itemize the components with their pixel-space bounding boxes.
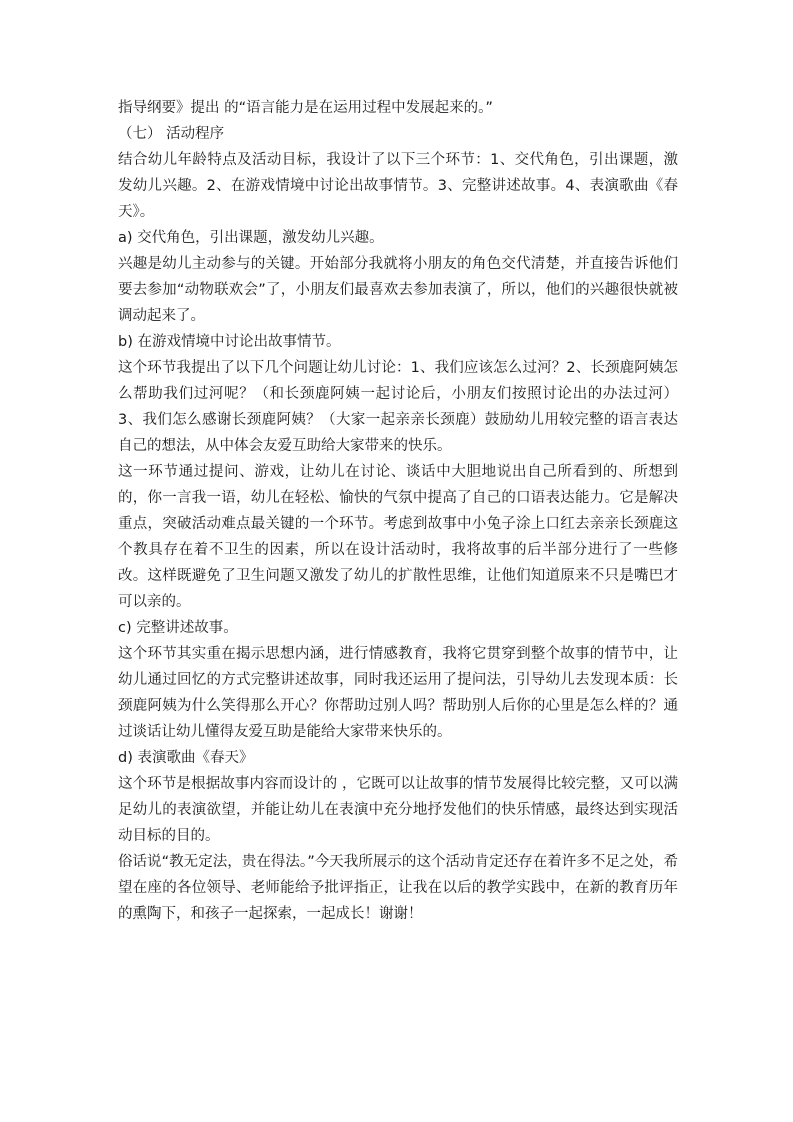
- paragraph-a-interest: 兴趣是幼儿主动参与的关键。开始部分我就将小朋友的角色交代清楚，并直接告诉他们要去参加“动物联欢会”了，小朋友们最喜欢去参加表演了，所以，他们的兴趣很快就被调动起来了。: [118, 256, 678, 324]
- document-body: [118, 95, 678, 927]
- paragraph-closing: 俗话说“教无定法，贵在得法。”今天我所展示的这个活动肯定还存在着许多不足之处，希望在座的各位领导、老师能给予批评指正，让我在以后的教学实践中，在新的教育历年的熏陶下，和孩子一起探索，一起成长！谢谢！: [118, 854, 678, 922]
- subheading-c: c) 完整讲述故事。: [118, 620, 238, 636]
- heading-activity-procedure: （七） 活动程序: [118, 126, 225, 142]
- paragraph-b-discussion: 这一环节通过提问、游戏，让幼儿在讨论、谈话中大胆地说出自己所看到的、所想到的，你一言我一语，幼儿在轻松、愉快的气氛中提高了自己的口语表达能力。它是解决重点，突破活动难点最关键的一个环节。考虑到故事中小兔子涂上口红去亲亲长颈鹿这个教具存在着不卫生的因素，所以在设计活动时，我将故事的后半部分进行了一些修改。这样既避免了卫生问题又激发了幼儿的扩散性思维，让他们知道原来不只是嘴巴才可以亲的。: [118, 464, 678, 610]
- paragraph-d-song: 这个环节是根据故事内容而设计的 ，它既可以让故事的情节发展得比较完整，又可以满足幼儿的表演欲望，并能让幼儿在表演中充分地抒发他们的快乐情感，最终达到实现活动目标的目的。: [118, 776, 678, 844]
- paragraph-three-stages: 结合幼儿年龄特点及活动目标，我设计了以下三个环节：1、交代角色，引出课题，激发幼儿兴趣。2、在游戏情境中讨论出故事情节。3、完整讲述故事。4、表演歌曲《春天》。: [118, 152, 678, 220]
- paragraph-c-retelling: 这个环节其实重在揭示思想内涵，进行情感教育，我将它贯穿到整个故事的情节中，让幼儿通过回忆的方式完整讲述故事，同时我还运用了提问法，引导幼儿去发现本质：长颈鹿阿姨为什么笑得那么开心？你帮助过别人吗？帮助别人后你的心里是怎么样的？通过谈话让幼儿懂得友爱互助是能给大家带来快乐的。: [118, 646, 678, 740]
- paragraph-guideline-quote: 指导纲要》提出 的“语言能力是在运用过程中发展起来的。”: [118, 100, 493, 116]
- subheading-b: b) 在游戏情境中讨论出故事情节。: [118, 334, 341, 350]
- subheading-a: a) 交代角色，引出课题，激发幼儿兴趣。: [118, 230, 384, 246]
- paragraph-b-questions: 这个环节我提出了以下几个问题让幼儿讨论：1、我们应该怎么过河？2、长颈鹿阿姨怎么帮助我们过河呢？（和长颈鹿阿姨一起讨论后，小朋友们按照讨论出的办法过河）3、我们怎么感谢长颈鹿阿姨？（大家一起亲亲长颈鹿）鼓励幼儿用较完整的语言表达自己的想法，从中体会友爱互助给大家带来的快乐。: [118, 360, 678, 454]
- subheading-d: d) 表演歌曲《春天》: [118, 750, 254, 766]
